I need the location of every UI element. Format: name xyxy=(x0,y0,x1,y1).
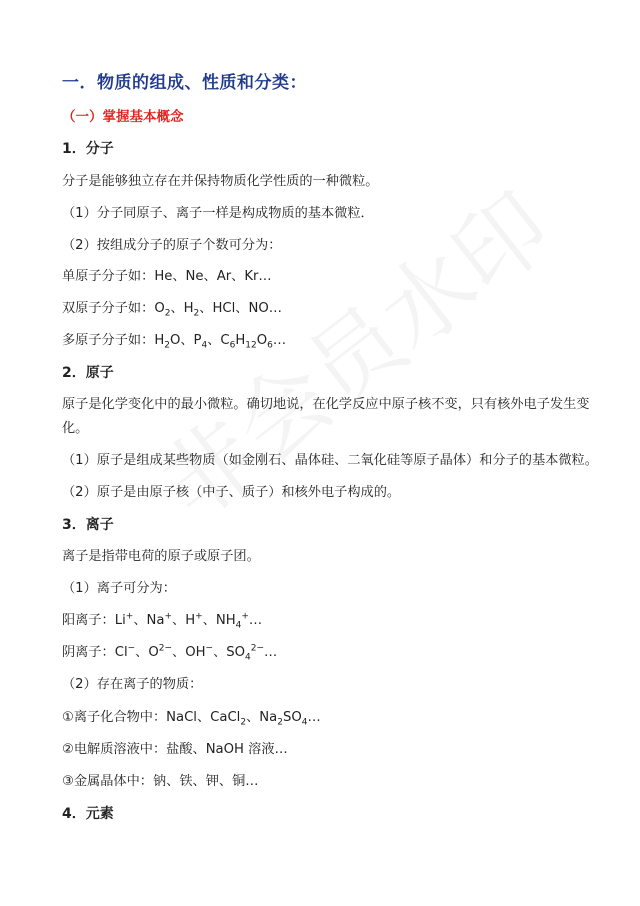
formula-hcl: HCl xyxy=(212,301,236,316)
atom-point-2: （2）原子是由原子核（中子、质子）和核外电子构成的。 xyxy=(62,485,401,500)
molecule-point-2: （2）按组成分子的原子个数可分为： xyxy=(62,238,282,253)
molecule-point-1: （1）分子同原子、离子一样是构成物质的基本微粒． xyxy=(62,206,374,221)
diatomic-label: 双原子分子如： xyxy=(62,301,155,316)
ion-oh: OH xyxy=(185,645,206,660)
cation-list: 阳离子：Li+、Na+、H+、$NH_4^+\dots$ xyxy=(62,611,263,631)
polyatomic-molecules: 多原子分子如：$H_2O$、$P_4$、$C_6H_{12}O_6\dots$ xyxy=(62,333,287,351)
heading-ion: 3．离子 xyxy=(62,517,114,533)
polyatomic-label: 多原子分子如： xyxy=(62,333,155,348)
formula-h2: H xyxy=(183,301,194,316)
formula-no: NO… xyxy=(248,301,282,316)
ion-h: H xyxy=(185,613,196,628)
formula-glucose: C xyxy=(220,333,230,348)
section-title: 一．物质的组成、性质和分类： xyxy=(62,73,307,93)
atom-definition: 原子是化学变化中的最小微粒。确切地说，在化学反应中原子核不变，只有核外电子发生变化。 xyxy=(62,397,590,436)
ion-na: Na xyxy=(146,613,165,628)
electrolyte-solutions: ②电解质溶液中：盐酸、NaOH 溶液… xyxy=(62,742,288,757)
anion-label: 阴离子： xyxy=(62,645,115,660)
monatomic-list: He、Ne、Ar、Kr… xyxy=(154,269,272,284)
metal-crystals: ③金属晶体中：钠、铁、钾、铜… xyxy=(62,774,259,789)
heading-atom: 2．原子 xyxy=(62,365,114,381)
ion-nh4: NH xyxy=(215,613,236,628)
anion-list: 阴离子：Cl−、$O^{2-}$、OH−、$SO_4^{2-}\dots$ xyxy=(62,643,278,663)
formula-o2: O xyxy=(154,301,165,316)
formula-h2o: H xyxy=(154,333,165,348)
ion-point-1: （1）离子可分为： xyxy=(62,581,176,596)
monatomic-molecules xyxy=(62,268,272,286)
formula-nacl: NaCl xyxy=(166,710,197,725)
molecule-definition: 分子是能够独立存在并保持物质化学性质的一种微粒。 xyxy=(62,174,379,189)
ionic-compounds: ①离子化合物中：NaCl、CaCl$_2$、$Na_2SO_4\dots$ xyxy=(62,710,321,728)
formula-cacl2: CaCl xyxy=(210,710,241,725)
monatomic-label: 单原子分子如： xyxy=(62,269,155,284)
ionic-label: ①离子化合物中： xyxy=(62,710,167,725)
cation-label: 阳离子： xyxy=(62,613,115,628)
heading-element: 4．元素 xyxy=(62,806,114,822)
formula-p4: P xyxy=(193,333,202,348)
formula-na2so4: Na xyxy=(259,710,278,725)
ion-o: O xyxy=(148,645,159,660)
subsection-title: （一）掌握基本概念 xyxy=(62,109,184,125)
ion-point-2: （2）存在离子的物质： xyxy=(62,677,203,692)
ion-so4: S xyxy=(226,645,235,660)
ion-definition: 离子是指带电荷的原子或原子团。 xyxy=(62,549,260,564)
atom-point-1: （1）原子是组成某些物质（如金刚石、晶体硅、二氧化硅等原子晶体）和分子的基本微粒。 xyxy=(62,453,598,468)
ion-cl: Cl xyxy=(114,645,128,660)
ion-li: Li xyxy=(114,613,126,628)
diatomic-molecules: 双原子分子如：$O_2$、$H_2$、HCl、NO… xyxy=(62,301,282,319)
heading-molecule: 1．分子 xyxy=(62,141,114,157)
